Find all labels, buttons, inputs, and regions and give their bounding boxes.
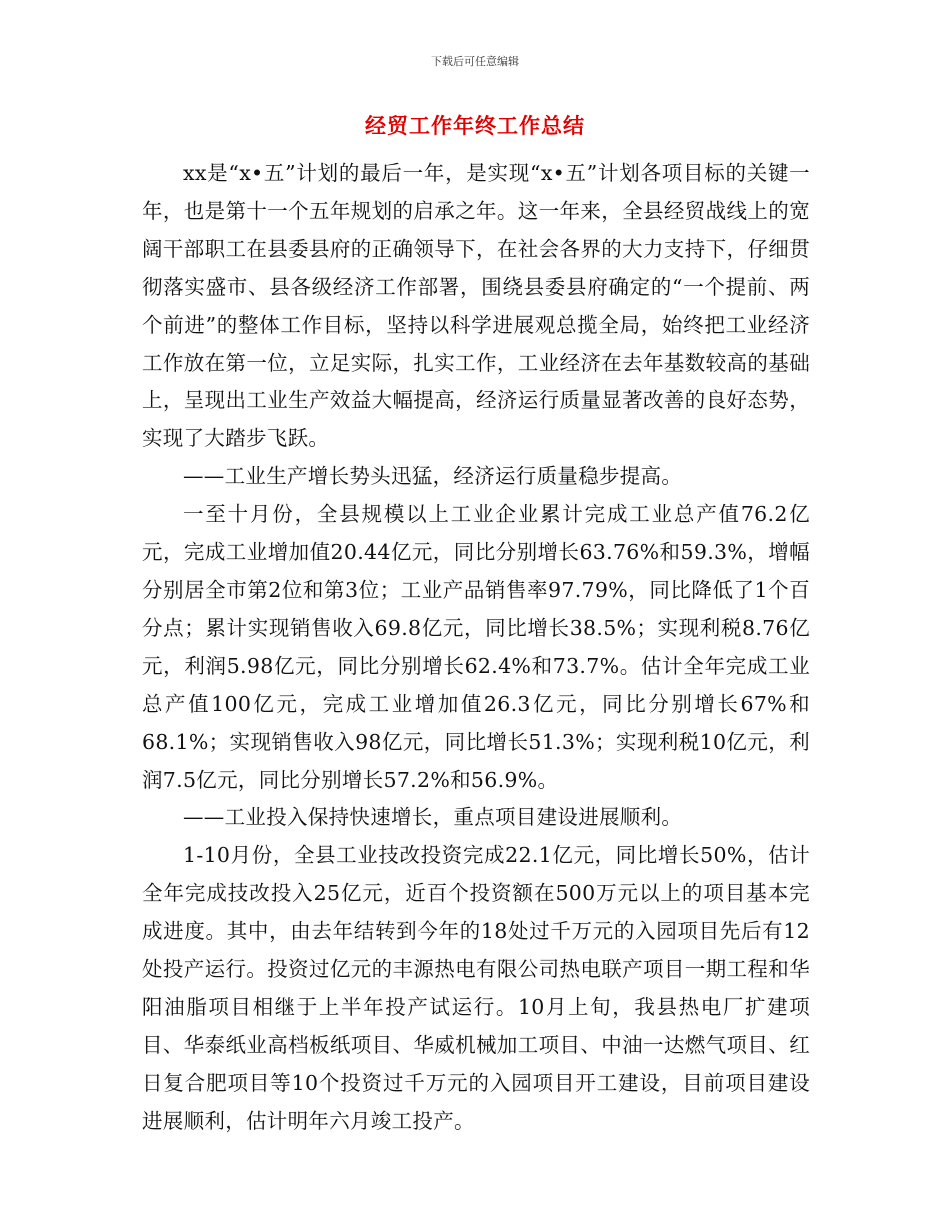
document-title: 经贸工作年终工作总结 xyxy=(365,114,585,138)
section-heading-industrial-production: ——工业生产增长势头迅猛，经济运行质量稳步提高。 xyxy=(183,464,683,489)
paragraph-investment-projects: 1-10月份，全县工业技改投资完成22.1亿元，同比增长50%，估计全年完成技改投入25亿元，近百个投资额在500万元以上的项目基本完成进度。其中，由去年结转到今年的18处过千万元的入园项目先后有12处投产运行。投资过亿元的丰源热电有限公司热电联产项目一期工程和华阳油脂项目相继于上半年投产试运行。10月上旬，我县热电厂扩建项目、华泰纸业高档板纸项目、华威机械加工项目、中油一达燃气项目、红日复合肥项目等10个投资过千万元的入园项目开工建设，目前项目建设进展顺利，估计明年六月竣工投产。 xyxy=(142,843,810,1133)
section-heading-industrial-investment: ——工业投入保持快速增长，重点项目建设进展顺利。 xyxy=(183,805,683,830)
paragraph-production-figures: 一至十月份，全县规模以上工业企业累计完成工业总产值76.2亿元，完成工业增加值20.44亿元，同比分别增长63.76%和59.3%，增幅分别居全市第2位和第3位；工业产品销售率97.79%，同比降低了1个百分点；累计实现销售收入69.8亿元，同比增长38.5%；实现利税8.76亿元，利润5.98亿元，同比分别增长62.4%和73.7%。估计全年完成工业总产值100亿元，完成工业增加值26.3亿元，同比分别增长67%和68.1%；实现销售收入98亿元，同比增长51.3%；实现利税10亿元，利润7.5亿元，同比分别增长57.2%和56.9%。 xyxy=(142,502,810,792)
document-body xyxy=(142,155,810,1141)
paragraph-intro: xx是“x•五”计划的最后一年，是实现“x•五”计划各项目标的关键一年，也是第十一个五年规划的启承之年。这一年来，全县经贸战线上的宽阔干部职工在县委县府的正确领导下，在社会各界的大力支持下，仔细贯彻落实盛市、县各级经济工作部署，围绕县委县府确定的“一个提前、两个前进”的整体工作目标，坚持以科学进展观总揽全局，始终把工业经济工作放在第一位，立足实际，扎实工作，工业经济在去年基数较高的基础上，呈现出工业生产效益大幅提高，经济运行质量显著改善的良好态势，实现了大踏步飞跃。 xyxy=(142,161,810,451)
header-note: 下载后可任意编辑 xyxy=(431,55,519,68)
